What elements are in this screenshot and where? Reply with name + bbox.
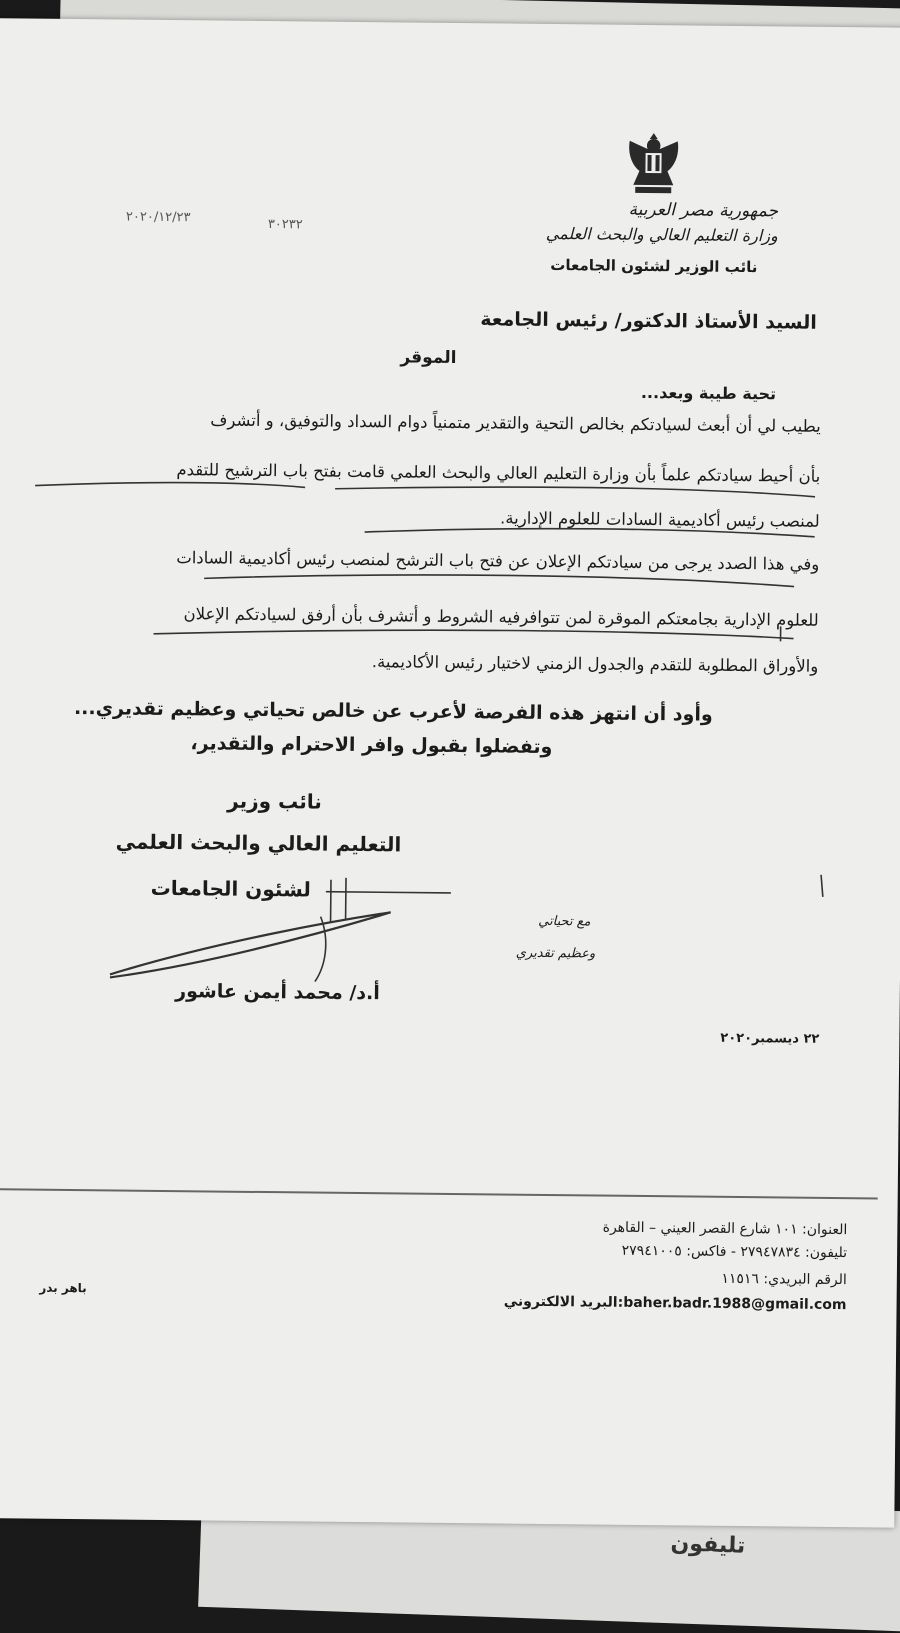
margin-mark (821, 875, 823, 897)
underline-mark (35, 481, 305, 488)
greeting: تحية طيبة وبعد... (576, 382, 776, 403)
handwritten-note: وعظيم تقديري (485, 945, 595, 961)
underline-mark (365, 526, 815, 536)
body-line: لمنصب رئيس أكاديمية السادات للعلوم الإدارية. (45, 504, 820, 531)
ministry-name-line: وزارة التعليم العالي والبحث العلمي (518, 224, 778, 246)
office-title: نائب الوزير لشئون الجامعات (507, 256, 757, 277)
underline-mark (154, 627, 794, 641)
body-line: للعلوم الإدارية بجامعتكم الموقرة لمن تتوافرفيه الشروط و أتشرف بأن أرفق لسيادتكم الإعلان (44, 603, 819, 630)
signature-stroke (110, 909, 391, 980)
footer-email-label: البريد الالكتروني: (504, 1294, 624, 1311)
closing-line: وتفضلوا بقبول وافر الاحترام والتقدير، (232, 733, 552, 758)
footer-email-address[interactable]: baher.badr.1988@gmail.com (623, 1295, 846, 1313)
honorific: الموقر (376, 347, 456, 368)
underline-mark (335, 485, 815, 497)
footer-address: العنوان: ١٠١ شارع القصر العيني – القاهرة (487, 1218, 847, 1238)
closing-line: وأود أن انتهز هذه الفرصة لأعرب عن خالص تحياتي وعظيم تقديري... (133, 698, 713, 726)
underline-mark (204, 572, 794, 586)
letter-date: ٢٢ ديسمبر٢٠٢٠ (709, 1031, 819, 1047)
body-line: والأوراق المطلوبة للتقدم والجدول الزمني لاختيار رئيس الأكاديمية. (43, 649, 818, 676)
body-line: يطيب لي أن أبعث لسيادتكم بخالص التحية والتقدير متمنياً دوام السداد والتوفيق، و أتشرف (46, 409, 821, 436)
signature-stroke (315, 917, 326, 982)
body-line: بأن أحيط سيادتكم علماً بأن وزارة التعليم العالي والبحث العلمي قامت بفتح باب الترشيح للتقدم (45, 459, 820, 486)
letter-page (0, 18, 900, 1528)
next-sheet-text: تليفون (670, 1531, 745, 1559)
signatory-name: أ.د/ محمد أيمن عاشور (100, 979, 380, 1004)
signature-stroke (326, 892, 451, 893)
signature-stroke (331, 878, 346, 922)
reference-date: ٢٠٢٠/١٢/٢٣ (126, 210, 226, 226)
body-line: وفي هذا الصدد يرجى من سيادتكم الإعلان عن فتح باب الترشح لمنصب رئيس أكاديمية السادات (44, 547, 819, 574)
signatory-title: لشئون الجامعات (111, 875, 311, 901)
footer-postal: الرقم البريدي: ١١٥١٦ (487, 1268, 847, 1288)
handwritten-note: مع تحياتي (510, 914, 590, 930)
reference-number: ٣٠٢٣٢ (268, 217, 348, 233)
signatory-title: التعليم العالي والبحث العلمي (71, 829, 401, 856)
ministry-country-line: جمهورية مصر العربية (538, 199, 778, 222)
footer-phone: تليفون: ٢٧٩٤٧٨٣٤ - فاكس: ٢٧٩٤١٠٠٥ (487, 1241, 847, 1261)
signatory-title: نائب وزير (172, 788, 322, 814)
stamp-name: باهر بدر (7, 1280, 87, 1295)
addressee: السيد الأستاذ الدكتور/ رئيس الجامعة (477, 308, 817, 334)
